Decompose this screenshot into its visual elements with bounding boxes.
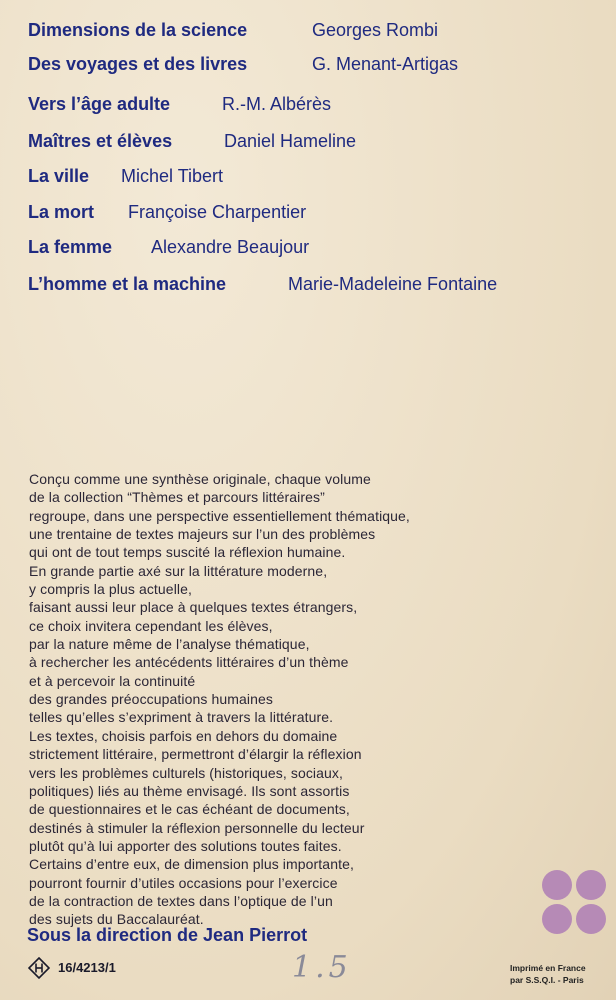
- description-line: par la nature même de l’analyse thématique,: [29, 636, 310, 653]
- description-line: vers les problèmes culturels (historiques, sociaux,: [29, 764, 344, 781]
- collection-item-author: Marie-Madeleine Fontaine: [288, 274, 498, 294]
- description-line: des sujets du Baccalauréat.: [29, 911, 204, 928]
- handwritten-note: 1.5: [292, 950, 352, 985]
- description-line: de la contraction de textes dans l’optique de l’un: [29, 892, 333, 909]
- collection-item: [28, 52, 459, 76]
- collection-item-author: Françoise Charpentier: [128, 202, 307, 222]
- description-line: politiques) liés au thème envisagé. Ils sont assortis: [29, 782, 350, 799]
- collection-item: [28, 272, 498, 296]
- dot-shape: [542, 870, 572, 900]
- description-line: Certains d’entre eux, de dimension plus importante,: [29, 856, 354, 873]
- collection-item-title: La mort: [28, 202, 95, 222]
- description-line: destinés à stimuler la réflexion personnelle du lecteur: [29, 819, 365, 836]
- collection-item-title: La femme: [28, 237, 113, 257]
- collection-item-title: L’homme et la machine: [28, 274, 227, 294]
- description-line: qui ont de tout temps suscité la réflexion humaine.: [29, 544, 346, 561]
- description-line: Conçu comme une synthèse originale, chaque volume: [29, 471, 371, 487]
- decorative-dots-icon: [542, 870, 608, 936]
- collection-description: [29, 470, 509, 929]
- collection-item-author: G. Menant-Artigas: [312, 54, 459, 74]
- description-line: plutôt qu’à lui apporter des solutions toutes faites.: [29, 837, 342, 854]
- description-line: y compris la plus actuelle,: [29, 581, 192, 598]
- description-line: des grandes préoccupations humaines: [29, 691, 273, 708]
- description-line: de la collection “Thèmes et parcours littéraires”: [29, 489, 325, 506]
- collection-item: [28, 18, 439, 42]
- collection-item-title: Maîtres et élèves: [28, 131, 173, 151]
- series-editor-line: Sous la direction de Jean Pierrot: [27, 925, 308, 945]
- collection-item: [28, 92, 332, 116]
- dot-shape: [576, 904, 606, 934]
- description-line: pourront fournir d’utiles occasions pour l’exercice: [29, 874, 338, 891]
- description-line: une trentaine de textes majeurs sur l’un des problèmes: [29, 526, 376, 543]
- description-line: faisant aussi leur place à quelques textes étrangers,: [29, 599, 358, 616]
- collection-item: [28, 200, 307, 224]
- description-line: strictement littéraire, permettront d’élargir la réflexion: [29, 746, 362, 763]
- description-line: Les textes, choisis parfois en dehors du domaine: [29, 727, 338, 744]
- publisher-h-logo-icon: [28, 957, 50, 979]
- collection-item-title: La ville: [28, 166, 90, 186]
- printer-line: par S.S.Q.I. - Paris: [510, 975, 584, 985]
- description-line: regroupe, dans une perspective essentiellement thématique,: [29, 507, 410, 524]
- collection-item: [28, 164, 224, 188]
- collection-item-title: Des voyages et des livres: [28, 54, 248, 74]
- printer-imprint: [510, 962, 610, 986]
- collection-item-title: Vers l’âge adulte: [28, 94, 171, 114]
- collection-item-author: Michel Tibert: [121, 166, 224, 186]
- catalog-code: 16/4213/1: [58, 960, 116, 975]
- description-line: de questionnaires et le cas échéant de documents,: [29, 801, 350, 818]
- collection-item: [28, 129, 357, 153]
- collection-item: [28, 235, 310, 259]
- collection-item-author: R.-M. Albérès: [222, 94, 332, 114]
- collection-item-author: Daniel Hameline: [224, 131, 357, 151]
- collection-item-author: Alexandre Beaujour: [151, 237, 310, 257]
- printer-line: Imprimé en France: [510, 963, 586, 973]
- dot-shape: [576, 870, 606, 900]
- description-line: telles qu’elles s’expriment à travers la littérature.: [29, 709, 334, 726]
- description-line: et à percevoir la continuité: [29, 672, 196, 689]
- description-line: En grande partie axé sur la littérature moderne,: [29, 562, 328, 579]
- collection-item-author: Georges Rombi: [312, 20, 439, 40]
- description-line: ce choix invitera cependant les élèves,: [29, 617, 273, 634]
- dot-shape: [542, 904, 572, 934]
- description-line: à rechercher les antécédents littéraires d’un thème: [29, 654, 349, 671]
- collection-item-title: Dimensions de la science: [28, 20, 248, 40]
